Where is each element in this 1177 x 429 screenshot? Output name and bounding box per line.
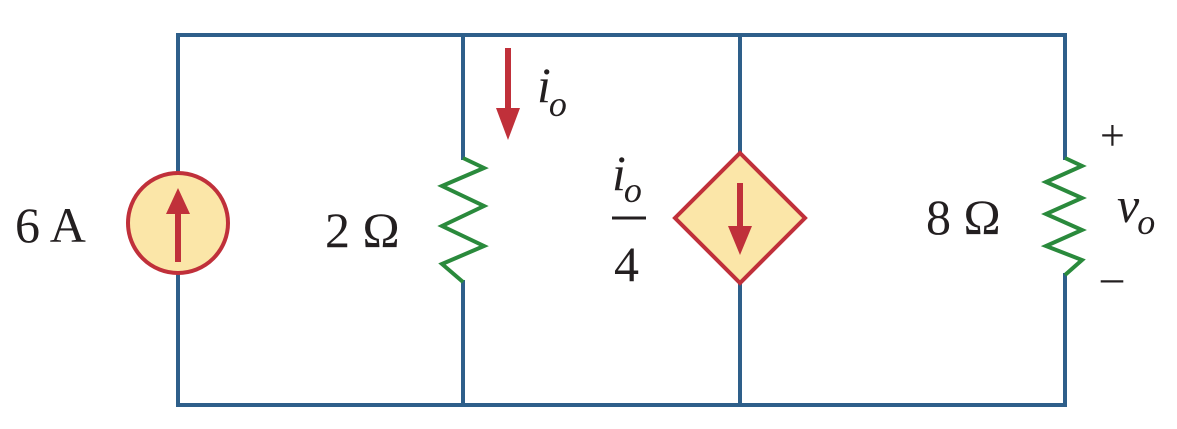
resistor-8-ohm xyxy=(1046,158,1082,275)
voltage-label-symbol: v xyxy=(1117,177,1140,233)
independent-source-label: 6 A xyxy=(15,197,86,253)
voltage-label-subscript: o xyxy=(1137,202,1156,242)
voltage-plus-sign: + xyxy=(1100,111,1125,160)
current-label-symbol: i xyxy=(537,57,551,113)
resistor-8-ohm-label: 8 Ω xyxy=(926,189,1001,245)
fraction-numerator-subscript: o xyxy=(623,170,642,210)
current-label xyxy=(537,57,567,124)
fraction-denominator: 4 xyxy=(614,236,639,292)
current-label-subscript: o xyxy=(548,84,567,124)
current-direction-down-icon xyxy=(496,48,520,140)
dependent-current-source-down-icon xyxy=(675,153,805,283)
dependent-source-gain-fraction xyxy=(612,145,646,292)
voltage-label xyxy=(1117,177,1155,242)
fraction-numerator-symbol: i xyxy=(612,145,626,201)
resistor-2-ohm-label: 2 Ω xyxy=(325,202,400,258)
voltage-minus-sign: – xyxy=(1101,253,1123,302)
resistor-2-ohm xyxy=(442,158,484,282)
fraction-numerator xyxy=(612,145,642,210)
current-source-up-icon xyxy=(128,173,228,273)
